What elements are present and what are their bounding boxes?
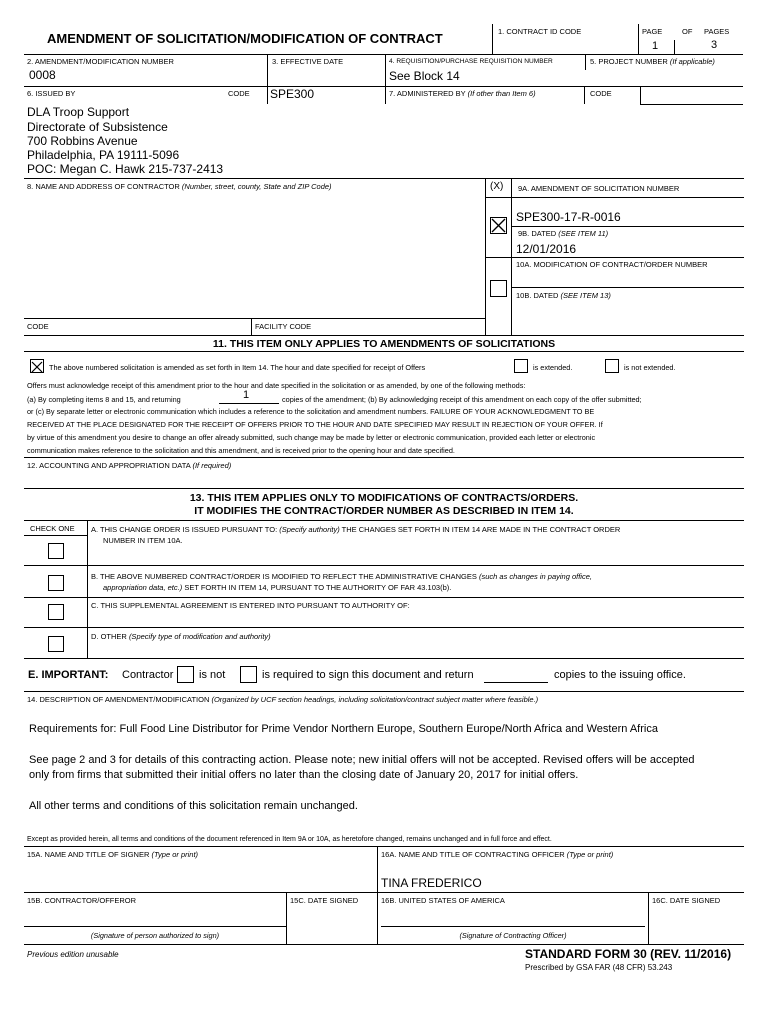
block12-label-text: 12. ACCOUNTING AND APPROPRIATION DATA [27,461,191,470]
page-number: 1 [652,40,659,52]
block10b-label-note: (SEE ITEM 13) [560,291,611,300]
item13-c-checkbox[interactable] [48,604,64,620]
item13-a-checkbox[interactable] [48,543,64,559]
is-not-checkbox[interactable] [177,666,194,683]
block9b-label-text: 9B. DATED [518,229,557,238]
solicitation-date[interactable]: 12/01/2016 [516,242,577,256]
item11-line3a: (a) By completing items 8 and 15, and returning [27,395,181,404]
copies-returned[interactable]: 1 [243,389,250,401]
item13-d-text [91,633,271,641]
item13-d-note: (Specify type of modification and authority) [128,632,271,641]
item13-a-note: (Specify authority) [279,525,340,534]
item11-line3b: copies of the amendment; (b) By acknowledging receipt of this amendment on each copy of the offer submitted; [282,395,642,404]
block8-label [27,183,332,191]
block4-label: 4. REQUISITION/PURCHASE REQUISITION NUMBER [389,58,553,65]
block14-para1: Requirements for: Full Food Line Distributor for Prime Vendor Northern Europe, Southern Europe/North Africa and Western Africa [29,723,658,735]
block14-label-text: 14. DESCRIPTION OF AMENDMENT/MODIFICATION [27,695,210,704]
block15c-label: 15C. DATE SIGNED [290,896,359,905]
issued-by-code[interactable]: SPE300 [270,87,315,101]
block15a-label-note: (Type or print) [151,850,199,859]
item11-line7: communication makes reference to the solicitation and this amendment, and is received prior to the opening hour and date specified. [27,446,455,455]
block3-label: 3. EFFECTIVE DATE [272,57,344,66]
is-not-extended-checkbox[interactable] [605,359,619,373]
item13-b-text: B. THE ABOVE NUMBERED CONTRACT/ORDER IS MODIFIED TO REFLECT THE ADMINISTRATIVE CHANGES [91,572,477,581]
item11-line6: by virtue of this amendment you desire to change an offer already submitted, such change may be made by letter or electronic communication, provided each letter or electronic [27,433,596,442]
block16c-label: 16C. DATE SIGNED [652,896,721,905]
block9b-label-note: (SEE ITEM 11) [558,229,609,238]
block16a-label [381,851,613,859]
block14-label-note: (Organized by UCF section headings, including solicitation/contract subject matter where feasible.) [211,695,539,704]
amendment-number[interactable]: 0008 [29,68,56,82]
item13-d-checkbox[interactable] [48,636,64,652]
item13-b-line2 [103,584,451,592]
item13-d-label: D. OTHER [91,632,127,641]
block10a-label: 10A. MODIFICATION OF CONTRACT/ORDER NUMBER [516,260,708,269]
block5-label-note: (If applicable) [669,57,715,66]
item11-line5: RECEIVED AT THE PLACE DESIGNATED FOR THE RECEIPT OF OFFERS PRIOR TO THE HOUR AND DATE SPECIFIED MAY RESULT IN REJECTION OF YOUR OFFER. If [27,420,603,429]
block5-label-text: 5. PROJECT NUMBER [590,57,668,66]
block14-para3: All other terms and conditions of this solicitation remain unchanged. [29,800,358,812]
contractor-code-label: CODE [27,322,49,331]
issued-by-line-4: Philadelphia, PA 19111-5096 [27,148,180,162]
item13-b-text2: SET FORTH IN ITEM 14, PURSUANT TO THE AUTHORITY OF FAR 43.103(b). [184,583,452,592]
important-is-required: is required to sign this document and return [262,669,474,681]
is-not-extended-label: is not extended. [624,363,676,372]
block6-label: 6. ISSUED BY [27,89,76,98]
item13-b-line1 [91,573,592,581]
check-x-icon [31,361,43,373]
is-required-checkbox[interactable] [240,666,257,683]
item13-title-1: 13. THIS ITEM APPLIES ONLY TO MODIFICATIONS OF CONTRACTS/ORDERS. [189,492,579,504]
form-title: AMENDMENT OF SOLICITATION/MODIFICATION OF CONTRACT [47,31,443,46]
except-line: Except as provided herein, all terms and conditions of the document referenced in Item 9A or 10A, as heretofore changed, remains unchanged and in full force and effect. [27,836,552,843]
important-copies: copies to the issuing office. [554,669,686,681]
prescribed-by: Prescribed by GSA FAR (48 CFR) 53.243 [525,963,673,972]
solicitation-number[interactable]: SPE300-17-R-0016 [516,210,621,224]
block6-code-label: CODE [228,89,250,98]
facility-code-label: FACILITY CODE [255,322,312,331]
item13-b-note2: appropriation data, etc.) [103,583,183,592]
item13-a-line1 [91,526,620,534]
block10b-label-text: 10B. DATED [516,291,559,300]
issued-by-line-2: Directorate of Subsistence [27,120,168,134]
block16b-label: 16B. UNITED STATES OF AMERICA [381,896,505,905]
page-label: PAGE [642,27,663,36]
check-x-icon [491,218,506,233]
block2-label: 2. AMENDMENT/MODIFICATION NUMBER [27,57,174,66]
item13-a-text: A. THIS CHANGE ORDER IS ISSUED PURSUANT TO: [91,525,278,534]
issued-by-line-5: POC: Megan C. Hawk 215-737-2413 [27,162,224,176]
block9b-label [518,230,608,238]
item13-a-text2: THE CHANGES SET FORTH IN ITEM 14 ARE MADE IN THE CONTRACT ORDER [341,525,621,534]
block12-label [27,462,231,470]
block12-label-note: (If required) [192,461,232,470]
is-extended-checkbox[interactable] [514,359,528,373]
signature-officer-note: (Signature of Contracting Officer) [459,931,567,940]
signature-contractor-note: (Signature of person authorized to sign) [90,931,220,940]
of-label: OF [682,27,693,36]
block16a-label-note: (Type or print) [566,850,614,859]
check-one-label: CHECK ONE [30,524,75,533]
block15a-label-text: 15A. NAME AND TITLE OF SIGNER [27,850,150,859]
block14-para2b: only from firms that submitted their initial offers no later than the closing date of January 20, 2017 for initial offers. [29,769,579,781]
block7-code-label: CODE [590,89,612,98]
block14-para2a: See page 2 and 3 for details of this contracting action. Please note; new initial offers will not be accepted. Revised offers will be accepted [29,754,695,766]
block15a-label [27,851,198,859]
page-total: 3 [711,39,718,51]
item13-a-line2: NUMBER IN ITEM 10A. [103,536,183,545]
item13-b-note: (such as changes in paying office, [479,572,592,581]
block10b-label [516,292,611,300]
block16a-label-text: 16A. NAME AND TITLE OF CONTRACTING OFFICER [381,850,565,859]
important-label: E. IMPORTANT: [28,669,109,681]
contract-id-label: 1. CONTRACT ID CODE [498,27,582,36]
item13-b-checkbox[interactable] [48,575,64,591]
item11-line2: Offers must acknowledge receipt of this amendment prior to the hour and date specified in the solicitation or as amended, by one of the following methods: [27,381,526,390]
is-extended-label: is extended. [533,363,573,372]
block14-label [27,696,538,704]
block7-label-text: 7. ADMINISTERED BY [389,89,466,98]
block8-label-text: 8. NAME AND ADDRESS OF CONTRACTOR [27,182,180,191]
block10a-checkbox[interactable] [490,280,507,297]
block9a-label: 9A. AMENDMENT OF SOLICITATION NUMBER [518,184,680,193]
block5-label [590,58,715,66]
block7-label [389,90,536,98]
important-contractor: Contractor [122,669,174,681]
block15b-label: 15B. CONTRACTOR/OFFEROR [27,896,137,905]
block8-label-note: (Number, street, county, State and ZIP Code) [181,182,332,191]
item11-line1: The above numbered solicitation is amended as set forth in Item 14. The hour and date specified for receipt of Offers [49,363,426,372]
standard-form-label: STANDARD FORM 30 (REV. 11/2016) [525,947,732,961]
issued-by-line-3: 700 Robbins Avenue [27,134,138,148]
item13-c-text: C. THIS SUPPLEMENTAL AGREEMENT IS ENTERED INTO PURSUANT TO AUTHORITY OF: [91,601,410,610]
issued-by-line-1: DLA Troop Support [27,105,130,119]
item13-title-2: IT MODIFIES THE CONTRACT/ORDER NUMBER AS DESCRIBED IN ITEM 14. [194,505,574,517]
previous-edition: Previous edition unusable [27,950,119,959]
x-column-label: (X) [490,181,504,192]
important-is-not: is not [199,669,226,681]
requisition-number[interactable]: See Block 14 [389,69,460,83]
block7-label-note: (If other than Item 6) [467,89,536,98]
item11-title: 11. THIS ITEM ONLY APPLIES TO AMENDMENTS OF SOLICITATIONS [212,338,556,350]
contracting-officer-name[interactable]: TINA FREDERICO [381,876,482,890]
item11-checkbox[interactable] [30,359,44,373]
pages-label: PAGES [704,27,730,36]
block9a-checkbox[interactable] [490,217,507,234]
item11-line4: or (c) By separate letter or electronic communication which includes a reference to the solicitation and amendment numbers. FAILURE OF YOUR ACKNOWLEDGMENT TO BE [27,407,595,416]
